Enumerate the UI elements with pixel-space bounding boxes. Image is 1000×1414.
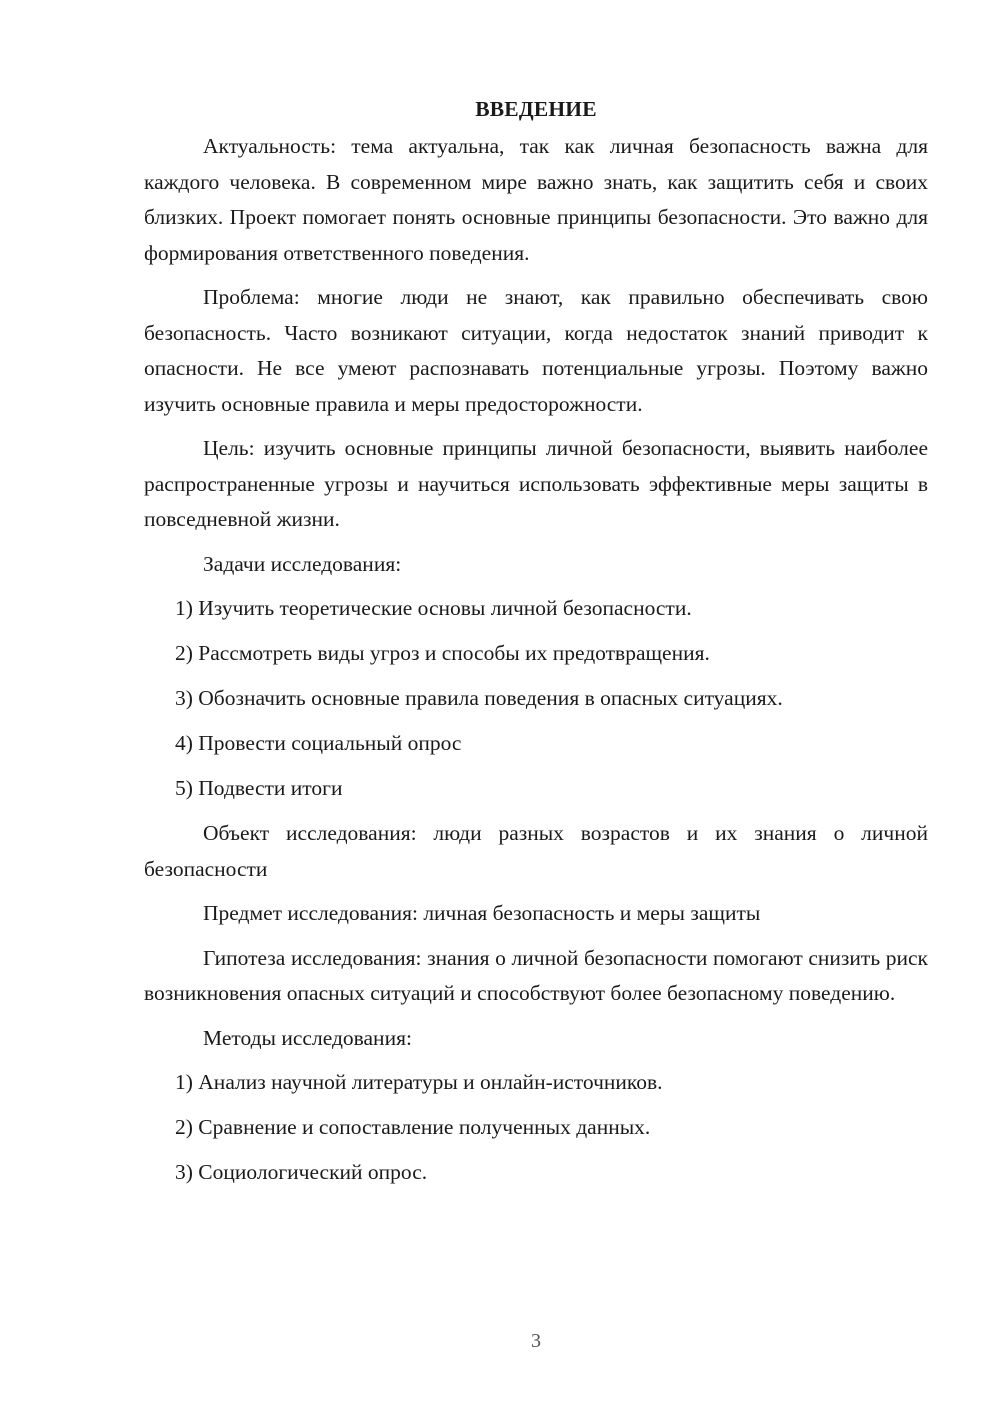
list-item: 4) Провести социальный опрос <box>175 731 462 755</box>
list-item: 5) Подвести итоги <box>175 776 343 800</box>
goal-paragraph: Цель: изучить основные принципы личной безопасности, выявить наиболее распространенные угрозы и научиться использовать эффективные меры защиты в повседневной жизни. <box>144 436 928 531</box>
methods-heading: Методы исследования: <box>203 1025 412 1050</box>
page-number: 3 <box>531 1330 541 1352</box>
subject-paragraph: Предмет исследования: личная безопасность и меры защиты <box>203 901 761 925</box>
problem-paragraph: Проблема: многие люди не знают, как правильно обеспечивать свою безопасность. Часто возникают ситуации, когда недостаток знаний приводит к опасности. Не все умеют распознавать потенциальные угрозы. Поэтому важно изучить основные правила и меры предосторожности. <box>144 285 928 416</box>
list-item: 1) Анализ научной литературы и онлайн-источников. <box>175 1070 663 1094</box>
list-item: 2) Рассмотреть виды угроз и способы их предотвращения. <box>175 641 710 665</box>
object-paragraph: Объект исследования: люди разных возрастов и их знания о личной безопасности <box>144 821 928 881</box>
hypothesis-paragraph: Гипотеза исследования: знания о личной безопасности помогают снизить риск возникновения опасных ситуаций и способствуют более безопасному поведению. <box>144 945 928 1005</box>
section-title: ВВЕДЕНИЕ <box>475 97 597 121</box>
list-item: 3) Обозначить основные правила поведения в опасных ситуациях. <box>175 686 783 710</box>
list-item: 2) Сравнение и сопоставление полученных данных. <box>175 1115 651 1139</box>
list-item: 1) Изучить теоретические основы личной безопасности. <box>175 596 692 620</box>
list-item: 3) Социологический опрос. <box>175 1160 428 1184</box>
relevance-paragraph: Актуальность: тема актуальна, так как личная безопасность важна для каждого человека. В современном мире важно знать, как защитить себя и своих близких. Проект помогает понять основные принципы безопасности. Это важно для формирования ответственного поведения. <box>144 134 928 265</box>
document-page <box>144 92 928 1200</box>
tasks-heading: Задачи исследования: <box>203 551 402 576</box>
tasks-list <box>144 591 928 807</box>
methods-list <box>144 1065 928 1191</box>
